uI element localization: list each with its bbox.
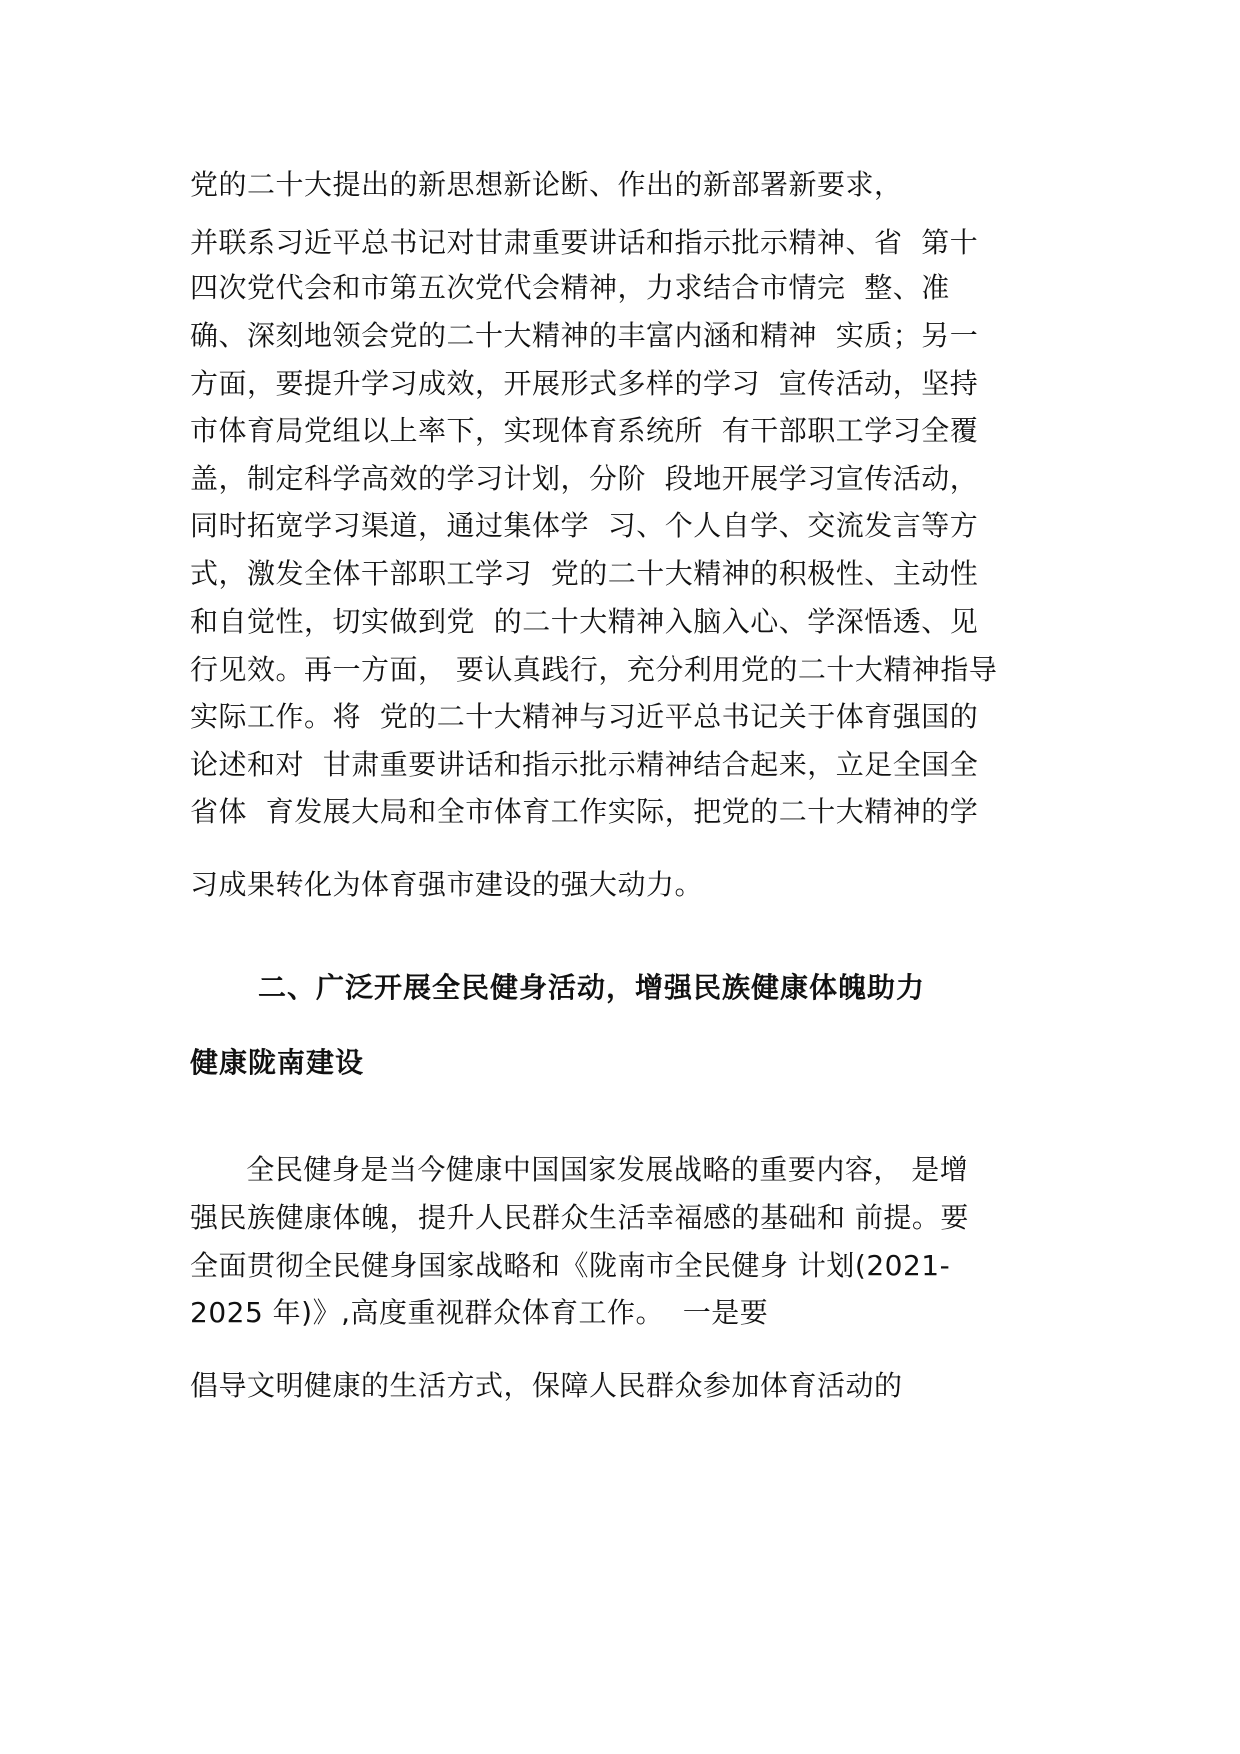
text-line: 全民健身是当今健康中国国家发展战略的重要内容， 是增 bbox=[190, 1153, 969, 1186]
text-line: 和自觉性，切实做到党 的二十大精神入脑入心、学深悟透、见 bbox=[190, 605, 979, 638]
text-line: 方面，要提升学习成效，开展形式多样的学习 宣传活动，坚持 bbox=[190, 367, 979, 400]
text-line: 市体育局党组以上率下，实现体育系统所 有干部职工学习全覆 bbox=[190, 414, 979, 447]
text-line: 行见效。再一方面， 要认真践行，充分利用党的二十大精神指导 bbox=[190, 653, 998, 686]
text-line: 同时拓宽学习渠道，通过集体学 习、个人自学、交流发言等方 bbox=[190, 509, 979, 542]
text-line: 确、深刻地领会党的二十大精神的丰富内涵和精神 实质；另一 bbox=[190, 319, 979, 352]
text-line: 党的二十大提出的新思想新论断、作出的新部署新要求， bbox=[190, 168, 903, 201]
text-line: 2025 年)》,高度重视群众体育工作。 一是要 bbox=[190, 1296, 769, 1329]
text-line: 倡导文明健康的生活方式，保障人民群众参加体育活动的 bbox=[190, 1369, 903, 1402]
text-line: 并联系习近平总书记对甘肃重要讲话和指示批示精神、省 第十 bbox=[190, 226, 979, 259]
text-line: 省体 育发展大局和全市体育工作实际，把党的二十大精神的学 bbox=[190, 795, 979, 828]
text-line: 习成果转化为体育强市建设的强大动力。 bbox=[190, 868, 704, 901]
section-heading: 二、广泛开展全民健身活动，增强民族健康体魄助力 bbox=[258, 971, 926, 1004]
text-line: 盖，制定科学高效的学习计划，分阶 段地开展学习宣传活动， bbox=[190, 462, 979, 495]
text-line: 论述和对 甘肃重要讲话和指示批示精神结合起来，立足全国全 bbox=[190, 748, 979, 781]
text-line: 式，激发全体干部职工学习 党的二十大精神的积极性、主动性 bbox=[190, 557, 979, 590]
section-heading-continued: 健康陇南建设 bbox=[190, 1046, 365, 1079]
text-line: 实际工作。将 党的二十大精神与习近平总书记关于体育强国的 bbox=[190, 700, 979, 733]
text-line: 四次党代会和市第五次党代会精神，力求结合市情完 整、准 bbox=[190, 271, 950, 304]
text-line: 全面贯彻全民健身国家战略和《陇南市全民健身 计划(2021- bbox=[190, 1249, 951, 1282]
text-line: 强民族健康体魄，提升人民群众生活幸福感的基础和 前提。要 bbox=[190, 1201, 969, 1234]
